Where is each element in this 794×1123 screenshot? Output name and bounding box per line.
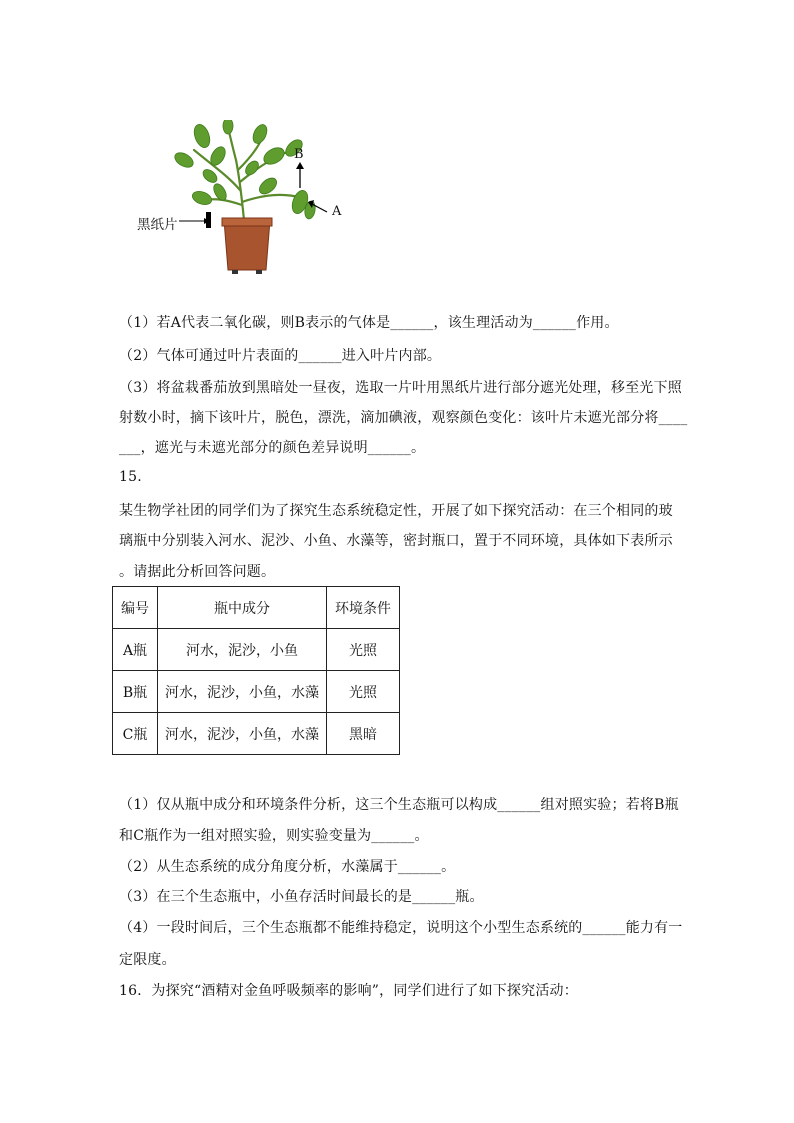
table-cell: C瓶 <box>113 713 158 755</box>
table-row <box>113 629 400 671</box>
table-row <box>113 713 400 755</box>
q15-intro-line1: 某生物学社团的同学们为了探究生态系统稳定性，开展了如下探究活动：在三个相同的玻 <box>119 503 673 519</box>
q16-intro: 16．为探究“酒精对金鱼呼吸频率的影响”，同学们进行了如下探究活动： <box>119 983 578 999</box>
table-cell: 光照 <box>327 671 400 713</box>
q15-number: 15. <box>119 469 142 485</box>
label-b: B <box>294 147 304 162</box>
q15-part4-line2: 定限度。 <box>119 952 176 968</box>
label-a: A <box>332 204 342 219</box>
table-cell: 河水，泥沙，小鱼，水藻 <box>158 671 327 713</box>
table-cell: 河水，泥沙，小鱼，水藻 <box>158 713 327 755</box>
q15-part1-line2: 和C瓶作为一组对照实验，则实验变量为______。 <box>119 828 429 844</box>
header-id: 编号 <box>113 587 158 629</box>
header-contents: 瓶中成分 <box>158 587 327 629</box>
q15-part4-line1: （4）一段时间后，三个生态瓶都不能维持稳定，说明这个小型生态系统的______能力有一 <box>119 920 683 936</box>
header-condition: 环境条件 <box>327 587 400 629</box>
plant-figure <box>132 120 362 285</box>
black-paper-label: 黑纸片 <box>137 217 178 233</box>
q15-part2: （2）从生态系统的成分角度分析，水藻属于______。 <box>119 859 456 875</box>
q14-part1: （1）若A代表二氧化碳，则B表示的气体是______，该生理活动为______作用。 <box>119 315 619 331</box>
q15-intro-line2: 璃瓶中分别装入河水、泥沙、小鱼、水藻等，密封瓶口，置于不同环境，具体如下表所示 <box>119 533 673 549</box>
table-cell: A瓶 <box>113 629 158 671</box>
experiment-table <box>112 586 400 755</box>
q15-part1-line1: （1）仅从瓶中成分和环境条件分析，这三个生态瓶可以构成______组对照实验；若将B瓶 <box>119 797 679 813</box>
table-cell: 河水，泥沙，小鱼 <box>158 629 327 671</box>
table-cell: B瓶 <box>113 671 158 713</box>
q14-part3-line1: （3）将盆栽番茄放到黑暗处一昼夜，选取一片叶用黑纸片进行部分遮光处理，移至光下照 <box>119 380 682 396</box>
q15-intro-line3: 。请据此分析回答问题。 <box>119 564 276 580</box>
q15-part3: （3）在三个生态瓶中，小鱼存活时间最长的是______瓶。 <box>119 889 484 905</box>
table-cell: 黑暗 <box>327 713 400 755</box>
q14-part3-line2: 射数小时，摘下该叶片，脱色，漂洗，滴加碘液，观察颜色变化：该叶片未遮光部分将____ <box>119 410 688 426</box>
table-cell: 光照 <box>327 629 400 671</box>
table-header-row <box>113 587 400 629</box>
q14-part3-line3: ___，遮光与未遮光部分的颜色差异说明______。 <box>119 440 426 456</box>
table-row <box>113 671 400 713</box>
q14-part2: （2）气体可通过叶片表面的______进入叶片内部。 <box>119 348 442 364</box>
tomato-plant-illustration <box>132 120 362 285</box>
